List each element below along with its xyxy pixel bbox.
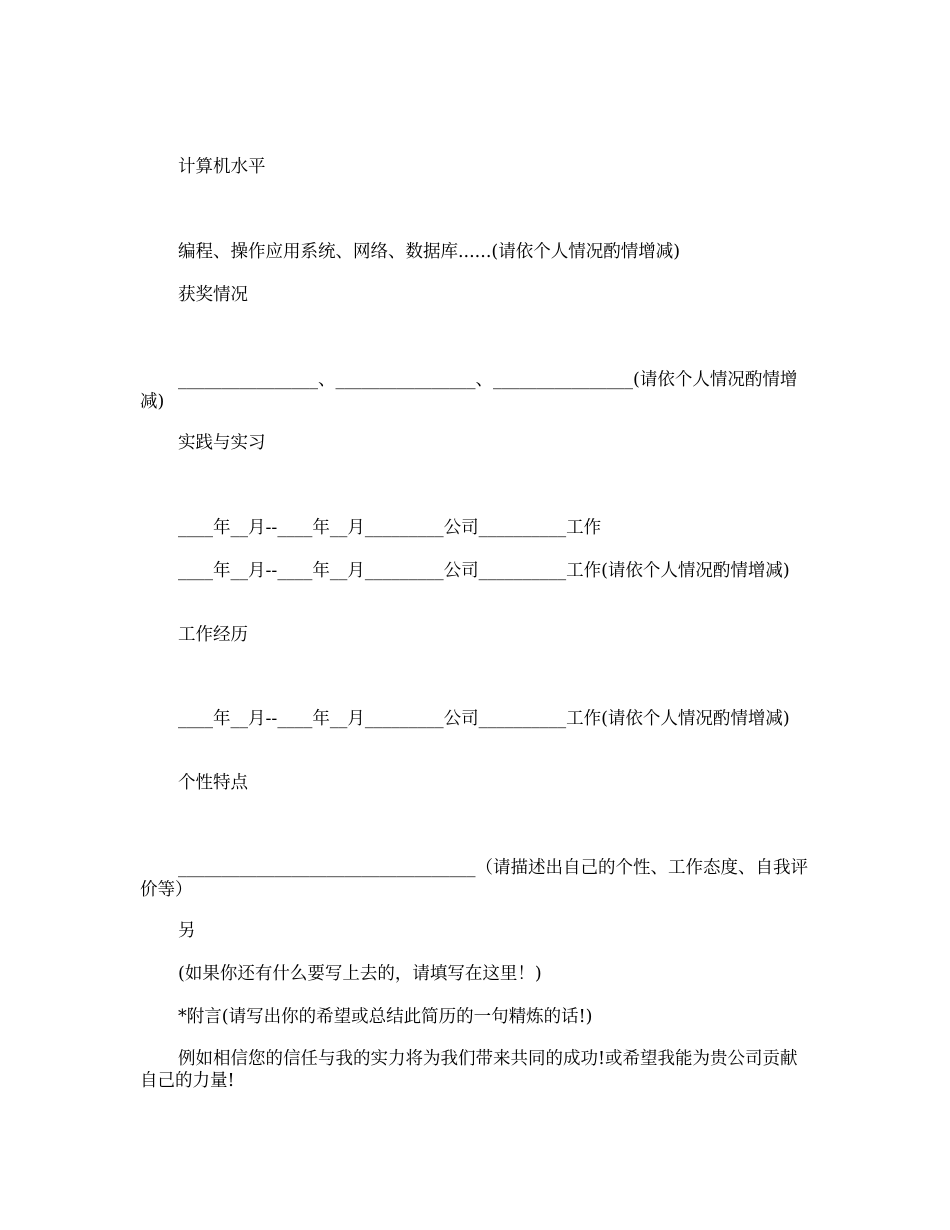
- heading-work-experience: 工作经历: [178, 625, 248, 645]
- awards-blanks: ________________、________________、________________(请依个人情况酌情增减): [140, 370, 798, 412]
- internship-line-1: ____年__月--____年__月_________公司__________工作: [178, 518, 602, 538]
- other-note: (如果你还有什么要写上去的，请填写在这里！): [178, 964, 542, 984]
- heading-computer-skills: 计算机水平: [178, 157, 266, 177]
- computer-skills-text: 编程、操作应用系统、网络、数据库......(请依个人情况酌情增减): [178, 242, 681, 262]
- heading-other: 另: [178, 921, 196, 941]
- internship-line-2: ____年__月--____年__月_________公司__________工作(请依个人情况酌情增减): [178, 561, 790, 581]
- postscript-heading: *附言(请写出你的希望或总结此简历的一句精炼的话!): [178, 1007, 593, 1027]
- heading-practice-internship: 实践与实习: [178, 433, 266, 453]
- work-experience-line: ____年__月--____年__月_________公司__________工作(请依个人情况酌情增减): [178, 709, 790, 729]
- heading-personality: 个性特点: [178, 773, 248, 793]
- heading-awards: 获奖情况: [178, 285, 248, 305]
- postscript-example: 例如相信您的信任与我的实力将为我们带来共同的成功!或希望我能为贵公司贡献自己的力量!: [140, 1049, 798, 1091]
- personality-blank: __________________________________（请描述出自己的个性、工作态度、自我评价等）: [140, 858, 808, 900]
